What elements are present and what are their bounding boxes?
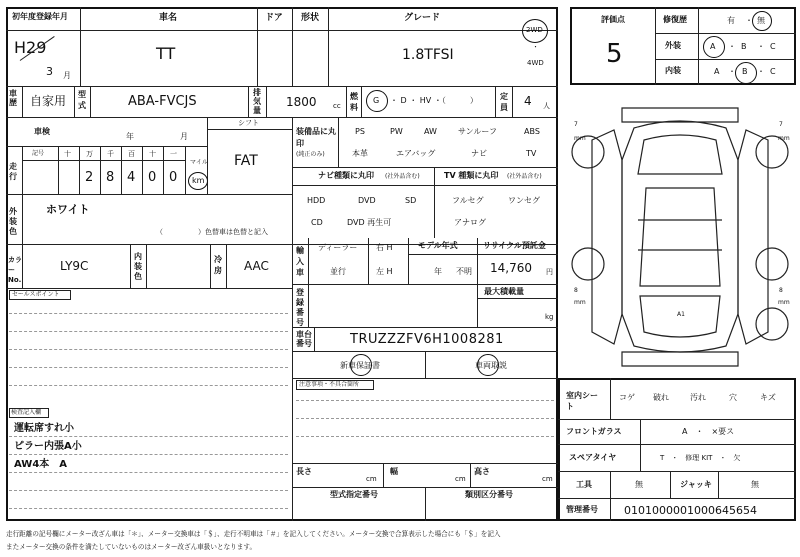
model-label: 型式	[78, 90, 86, 110]
color-label: 外装色	[9, 207, 17, 236]
odo-unit-2: 万	[86, 150, 93, 158]
odo-digit-2: 2	[85, 170, 94, 185]
navi-sd: SD	[405, 196, 417, 205]
interior-grade-label: 内装	[665, 66, 681, 75]
odo-label: 走行	[9, 162, 17, 181]
spare-value: T ・ 修理 KIT ・ 欠	[660, 454, 741, 462]
score-label: 評価点	[601, 15, 625, 24]
repair-sep: ・	[745, 16, 753, 25]
import-dealer: ディーラー	[318, 243, 358, 252]
equip-pw: PW	[390, 127, 403, 136]
odo-digit-3: 8	[106, 170, 115, 185]
windshield-value: A ・ ×要ス	[682, 427, 735, 436]
tools-value: 無	[635, 480, 643, 489]
navi-dvd: DVD	[358, 196, 376, 205]
interior-sep-1: ・	[728, 67, 736, 76]
jack-label: ジャッキ	[680, 480, 712, 489]
equip-leather: 本革	[352, 149, 368, 158]
usage-value: 自家用	[30, 94, 67, 108]
left-hand: 左 H	[376, 267, 393, 276]
recycle-label: リサイクル預託金	[483, 241, 546, 250]
grade-value: 1.8TFSI	[402, 47, 454, 63]
inspection-month-unit: 月	[180, 132, 188, 141]
interior-item-3: 汚れ	[690, 393, 706, 402]
capacity-value: 4	[524, 94, 532, 108]
model-year-label: モデル年式	[418, 241, 458, 250]
sales-point-label: セールスポイント	[12, 291, 60, 298]
diagram-a1: A1	[677, 311, 685, 318]
diagram-mark-7-left: 7	[574, 121, 578, 128]
diagram-mm-4: mm	[778, 299, 790, 306]
reg-month-unit: 月	[63, 71, 71, 80]
chassis-label: 車台番号	[296, 330, 312, 348]
tools-label: 工具	[576, 480, 592, 489]
equip-label: 装備品に丸印	[296, 127, 336, 148]
width-label: 幅	[390, 467, 398, 476]
interior-seat-label: 室内シート	[566, 391, 598, 411]
diagram-mark-8-right: 8	[779, 287, 783, 294]
navi-dvd-play: DVD 再生可	[347, 218, 392, 227]
repair-yes: 有	[727, 16, 735, 25]
tv-sub: (社外品含む)	[507, 173, 542, 180]
width-unit: cm	[455, 475, 466, 483]
diagram-mark-8-left: 8	[574, 287, 578, 294]
capacity-label: 定員	[500, 92, 508, 112]
diagram-mark-7-right: 7	[779, 121, 783, 128]
shift-value: FAT	[234, 153, 258, 169]
color-value: ホワイト	[46, 203, 90, 216]
usage-label: 車歴	[9, 89, 17, 107]
exterior-sep-2: ・	[757, 42, 765, 51]
right-hand: 右 H	[376, 243, 393, 252]
exterior-sep-1: ・	[728, 42, 736, 51]
type-cert-label: 型式指定番号	[330, 490, 378, 499]
chassis-value: TRUZZZFV6H1008281	[350, 332, 504, 347]
length-unit: cm	[366, 475, 377, 483]
model-year-unknown: 不明	[456, 267, 472, 276]
exterior-b: B	[741, 42, 747, 51]
tv-oneseg: ワンセグ	[508, 196, 540, 205]
inspect-label: 検査記入欄	[11, 409, 42, 416]
equip-sub-label: (純正のみ)	[296, 151, 325, 158]
grade-label: グレード	[404, 13, 441, 23]
shape-label: 形状	[301, 13, 320, 23]
windshield-label: フロントガラス	[566, 427, 622, 436]
odo-unit-4: 百	[128, 150, 135, 158]
exterior-c: C	[770, 42, 776, 51]
equip-abs: ABS	[524, 127, 540, 136]
car-name-label: 車名	[159, 13, 178, 23]
interior-item-5: キズ	[760, 393, 776, 402]
jack-value: 無	[751, 480, 759, 489]
odo-unit-3: 千	[107, 150, 114, 158]
interior-b: B	[742, 67, 748, 76]
inspection-label: 車検	[34, 127, 50, 136]
odo-digit-4: 4	[127, 170, 136, 185]
height-label: 高さ	[474, 467, 490, 476]
interior-item-1: コゲ	[619, 393, 635, 402]
inspect-line-2: ピラー内張A小	[14, 441, 82, 452]
fuel-g: G	[373, 96, 380, 105]
disp-value: 1800	[286, 95, 317, 109]
odo-km: km	[192, 176, 205, 185]
tv-analog: アナログ	[454, 218, 486, 227]
inspect-line-3: AW4本 A	[14, 459, 68, 470]
repair-label: 修復歴	[663, 15, 687, 24]
color-no-value: LY9C	[60, 259, 89, 273]
exterior-label: 外装	[665, 41, 681, 50]
int-color-label: 内装色	[134, 252, 142, 281]
footer-note-1: 走行距離の記号欄にメーター改ざん車は「＊」、メーター交換車は「＄」、走行不明車は「＃」を記入してください。メーター交換で合算表示した場合にも「＄」を記入	[6, 530, 501, 538]
import-parallel: 並行	[330, 267, 346, 276]
drive-2wd: 2WD	[526, 26, 543, 34]
score-value: 5	[606, 39, 623, 69]
recycle-unit: 円	[546, 268, 553, 276]
spare-label: スペアタイヤ	[569, 453, 617, 462]
odo-sub-label: 記号	[32, 150, 45, 157]
reg-month: 3	[46, 65, 53, 78]
disp-label: 排気量	[253, 88, 261, 115]
ac-value: AAC	[244, 259, 269, 273]
odo-unit-6: 一	[170, 150, 177, 158]
footer-note-2: またメーター交換の条件を満たしていないものはメーター改ざん車扱いとなります。	[6, 543, 257, 551]
odo-digit-6: 0	[169, 170, 178, 185]
mgmt-label: 管理番号	[566, 505, 598, 514]
registered-label: 登録番号	[296, 288, 304, 327]
reg-date-label: 初年度登録年月	[12, 12, 68, 21]
odo-mile: マイル	[190, 159, 208, 166]
color-note: （ ）色替車は色替と記入	[156, 228, 268, 236]
mgmt-value: 0101000001000645654	[624, 504, 757, 517]
interior-a: A	[714, 67, 720, 76]
fuel-options: ・ D ・ HV ・（ ）	[390, 96, 478, 105]
disp-unit: cc	[333, 102, 341, 110]
class-label: 類別区分番号	[465, 490, 513, 499]
interior-item-2: 破れ	[653, 393, 669, 402]
import-label: 輸入車	[296, 246, 304, 277]
navi-cd: CD	[311, 218, 323, 227]
drive-4wd: 4WD	[527, 59, 544, 67]
manual-label: 車両取説	[475, 361, 507, 370]
shift-label: シフト	[238, 119, 259, 127]
diagram-mm-3: mm	[574, 299, 586, 306]
exterior-a: A	[710, 42, 716, 51]
car-name: TT	[156, 44, 176, 63]
car-diagram	[562, 100, 798, 374]
inspect-line-1: 運転席すれ小	[14, 423, 74, 434]
equip-tv: TV	[526, 149, 537, 158]
equip-navi: ナビ	[471, 149, 487, 158]
notes-label: 注意事項・不具合箇所	[299, 381, 360, 388]
fuel-label: 燃料	[350, 92, 358, 112]
equip-airbag: エアバッグ	[396, 149, 436, 158]
tv-label: TV 種類に丸印	[444, 171, 499, 180]
model-value: ABA-FVCJS	[128, 94, 197, 109]
height-unit: cm	[542, 475, 553, 483]
equip-aw: AW	[424, 127, 437, 136]
model-year-unit: 年	[434, 267, 442, 276]
interior-sep-2: ・	[757, 67, 765, 76]
ac-label: 冷房	[214, 255, 222, 275]
tv-fullseg: フルセグ	[452, 196, 484, 205]
odo-unit-1: 十	[64, 150, 71, 158]
capacity-unit: 人	[543, 102, 550, 110]
drive-dot: ・	[532, 43, 539, 51]
repair-no: 無	[757, 16, 765, 25]
max-load-label: 最大積載量	[484, 287, 524, 296]
equip-sunroof: サンルーフ	[458, 127, 497, 136]
warranty-label: 新車保証書	[340, 361, 380, 370]
door-label: ドア	[265, 13, 283, 23]
diagram-mm-1: mm	[574, 135, 586, 142]
recycle-value: 14,760	[490, 261, 532, 275]
diagram-mm-2: mm	[778, 135, 790, 142]
length-label: 長さ	[296, 467, 312, 476]
equip-ps: PS	[355, 127, 365, 136]
interior-c: C	[770, 67, 776, 76]
max-load-unit: kg	[545, 313, 554, 321]
odo-unit-5: 十	[149, 150, 156, 158]
navi-label: ナビ種類に丸印	[318, 171, 374, 180]
interior-item-4: 穴	[729, 393, 737, 402]
navi-hdd: HDD	[307, 196, 326, 205]
reg-era: H29	[14, 38, 47, 57]
main-sheet	[6, 7, 558, 521]
inspection-year-unit: 年	[126, 132, 134, 141]
navi-sub: (社外品含む)	[385, 173, 420, 180]
color-no-label: カラーNo.	[8, 256, 22, 284]
odo-digit-5: 0	[148, 170, 157, 185]
